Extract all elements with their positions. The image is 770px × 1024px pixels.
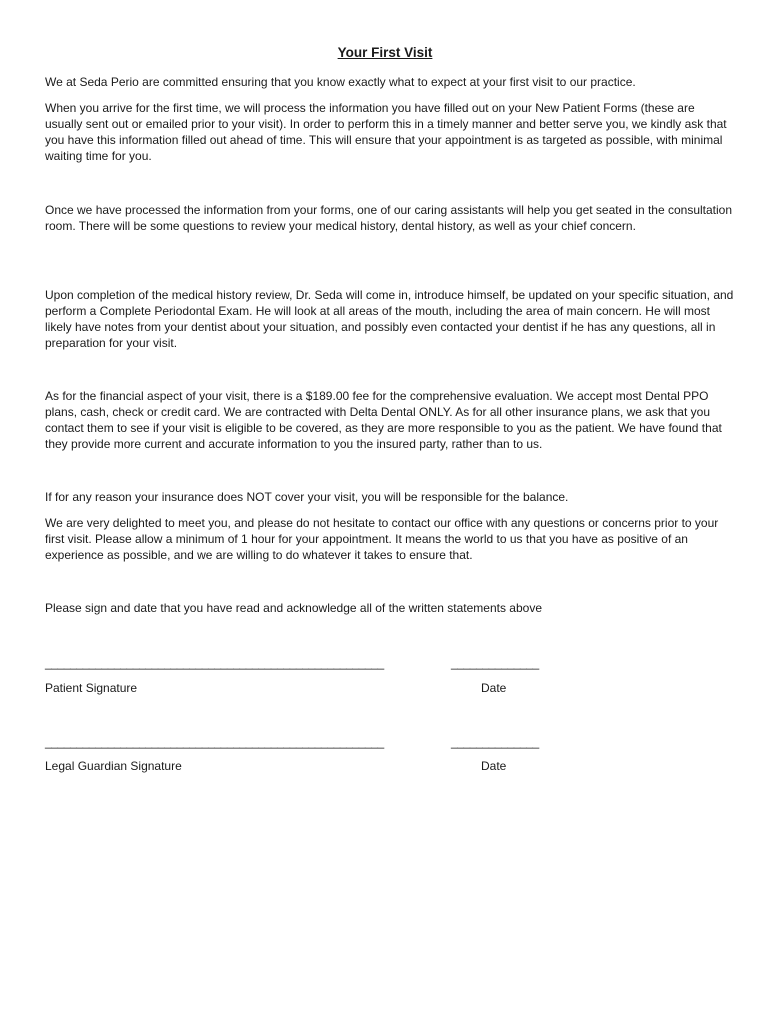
consultation-paragraph: Once we have processed the information from your forms, one of our caring assistants will help you get seated in the consultation room. There will be some questions to review your medical history, dental history, as well as your chief concern. bbox=[45, 203, 733, 233]
guardian-signature-label: Legal Guardian Signature bbox=[45, 759, 182, 773]
patient-date-line[interactable]: ______________ bbox=[451, 656, 539, 670]
patient-signature-label: Patient Signature bbox=[45, 681, 138, 695]
closing-paragraph: We are very delighted to meet you, and please do not hesitate to contact our office with any questions or concerns prior to your first visit. Please allow a minimum of 1 hour for your appointment. It means the world to us that you have as positive of an experience as possible, and we are willing to do whatever it takes to ensure that. bbox=[45, 516, 719, 562]
patient-date-label: Date bbox=[481, 681, 507, 695]
guardian-signature-line[interactable]: ______________________________________________________ bbox=[45, 735, 384, 749]
page-title: Your First Visit bbox=[337, 45, 433, 60]
arrival-paragraph: When you arrive for the first time, we will process the information you have filled out on your New Patient Forms (these are usually sent out or emailed prior to your visit). In order to perform this in a timely manner and better serve you, we kindly ask that you have this information filled out ahead of time. This will ensure that your appointment is as targeted as possible, with minimal waiting time for you. bbox=[45, 101, 727, 163]
sign-instruction: Please sign and date that you have read and acknowledge all of the written statements above bbox=[45, 601, 542, 615]
financial-paragraph: As for the financial aspect of your visit, there is a $189.00 fee for the comprehensive evaluation. We accept most Dental PPO plans, cash, check or credit card. We are contracted with Delta Dental ONLY. As for all other insurance plans, we ask that you contact them to see if your visit is eligible to be covered, as they are more responsible to you as the patient. We have found that they provide more current and accurate information to you the insured party, rather than to us. bbox=[45, 389, 722, 451]
exam-paragraph: Upon completion of the medical history review, Dr. Seda will come in, introduce himself, be updated on your specific situation, and perform a Complete Periodontal Exam. He will look at all areas of the mouth, including the area of main concern. He will most likely have notes from your dentist about your situation, and possibly even contacted your dentist if he has any questions, all in preparation for your visit. bbox=[45, 288, 734, 350]
guardian-date-label: Date bbox=[481, 759, 507, 773]
patient-signature-line[interactable]: ______________________________________________________ bbox=[45, 656, 384, 670]
guardian-date-line[interactable]: ______________ bbox=[451, 735, 539, 749]
intro-paragraph: We at Seda Perio are committed ensuring that you know exactly what to expect at your first visit to our practice. bbox=[45, 75, 636, 89]
insurance-paragraph: If for any reason your insurance does NOT cover your visit, you will be responsible for the balance. bbox=[45, 490, 569, 504]
